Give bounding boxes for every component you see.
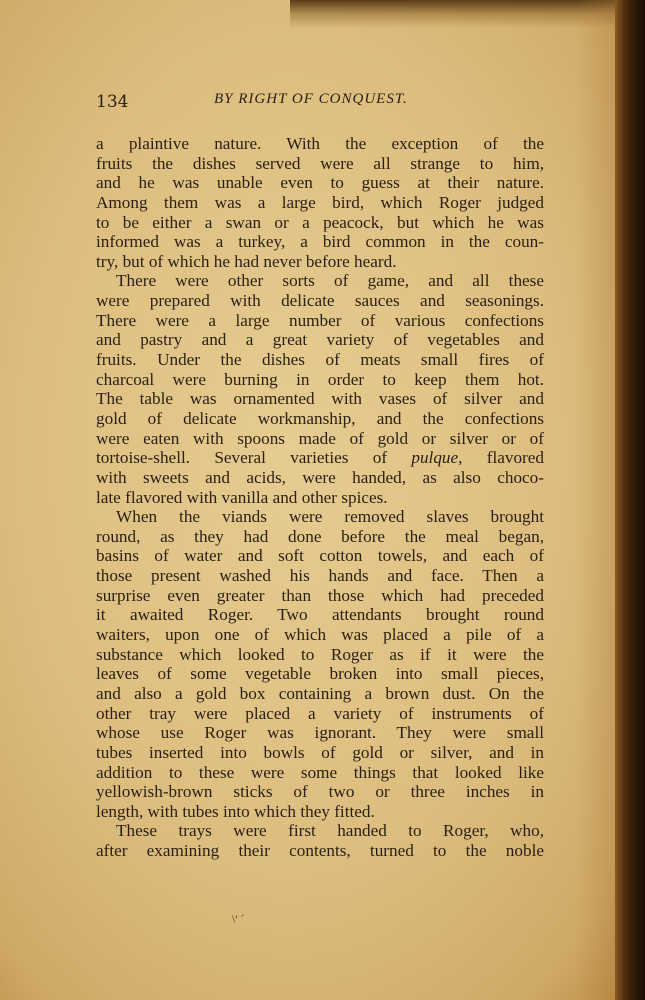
text-line: fruits the dishes served were all strange to him, [96,153,544,173]
page-top-shadow [290,0,620,28]
text-line: There were a large number of various confections [96,310,544,330]
text-line: When the viands were removed slaves brought [116,507,544,527]
text-line: and pastry and a great variety of vegetables and [96,330,544,350]
text-line: gold of delicate workmanship, and the confections [96,408,544,428]
text-line: yellowish-brown sticks of two or three inches in [96,782,544,802]
paragraph [96,507,544,821]
text-line: try, but of which he had never before heard. [96,251,397,271]
text-line: tubes inserted into bowls of gold or silver, and in [96,742,544,762]
text-line: it awaited Roger. Two attendants brought round [96,605,544,625]
text-line: surprise even greater than those which had preceded [96,585,544,605]
page-number: 134 [96,92,129,112]
text-line: basins of water and soft cotton towels, and each of [96,546,544,566]
text-line: late flavored with vanilla and other spices. [96,487,388,507]
text-line: and he was unable even to guess at their nature. [96,173,544,193]
page-header [96,88,546,116]
text-line: were prepared with delicate sauces and seasonings. [96,291,544,311]
italic-word: pulque [411,448,459,468]
text-line: tortoise-shell. Several varieties of pulque, flavored [96,448,545,468]
text-line: whose use Roger was ignorant. They were small [96,723,544,743]
text-line: addition to these were some things that looked like [96,762,544,782]
book-spine-edge [615,0,645,1000]
text-line: after examining their contents, turned to the noble [96,841,544,861]
paragraph [96,134,544,271]
text-line: a plaintive nature. With the exception of the [96,134,544,153]
text-line: length, with tubes into which they fitted. [96,801,375,821]
text-line: substance which looked to Roger as if it were the [96,644,544,664]
text-line: There were other sorts of game, and all these [116,271,544,291]
body-text [96,134,544,861]
text-line: charcoal were burning in order to keep them hot. [96,369,544,389]
text-line: to be either a swan or a peacock, but which he was [96,212,544,232]
text-line: The table was ornamented with vases of silver and [96,389,544,409]
paragraph [96,271,544,507]
text-line: round, as they had done before the meal began, [96,526,544,546]
text-line: other tray were placed a variety of instruments of [96,703,544,723]
paragraph [96,821,544,860]
text-line: with sweets and acids, were handed, as also choco- [96,467,544,487]
text-line: waiters, upon one of which was placed a pile of a [96,625,544,645]
text-line: informed was a turkey, a bird common in the coun- [96,232,544,252]
footer-mark: \' ´ [232,912,245,926]
text-line: those present washed his hands and face. Then a [96,566,544,586]
text-line: Among them was a large bird, which Roger judged [96,192,544,212]
text-line: fruits. Under the dishes of meats small fires of [96,350,544,370]
running-head: BY RIGHT OF CONQUEST. [214,91,408,107]
text-line: These trays were first handed to Roger, who, [116,821,544,841]
text-line: and also a gold box containing a brown dust. On the [96,683,544,703]
text-line: were eaten with spoons made of gold or silver or of [96,428,544,448]
text-line: leaves of some vegetable broken into small pieces, [96,664,544,684]
page-gutter-shade [575,0,615,1000]
